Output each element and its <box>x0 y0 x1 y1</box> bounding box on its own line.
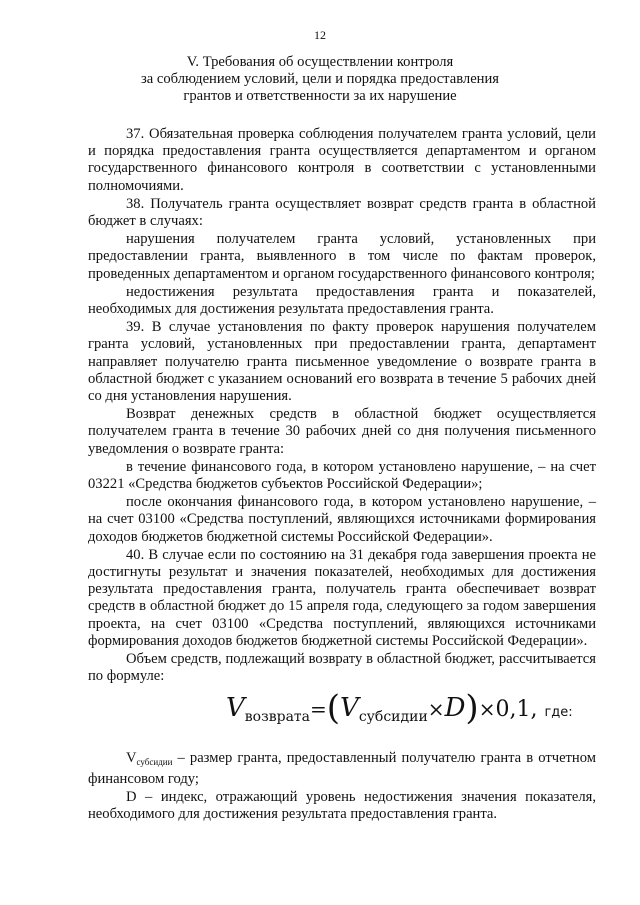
paragraph-38-case-2: недостижения результата предоставления гранта и показателей, необходимых для достижения результата предоставления гранта. <box>88 283 596 318</box>
definition-subscript: субсидии <box>136 756 173 767</box>
paragraph-40-formula-intro: Объем средств, подлежащий возврату в областной бюджет, рассчитывается по формуле: <box>88 651 596 685</box>
paragraph-39-refund: Возврат денежных средств в областной бюджет осуществляется получателем гранта в течение 30 рабочих дней со дня получения письменного уведомления о возврате гранта: <box>88 406 596 457</box>
formula-equals: = <box>310 696 327 721</box>
formula-sub-subsidy: субсидии <box>358 708 428 725</box>
document-body <box>88 126 596 824</box>
paragraph-39-account-1: в течение финансового года, в котором установлено нарушение, – на счет 03221 «Средства бюджетов субъектов Российской Федерации»; <box>88 458 596 493</box>
paragraph-40: 40. В случае если по состоянию на 31 декабря года завершения проекта не достигнуты результат и значения показателей, необходимых для достижения результата предоставления гранта, получатель гранта обеспечивает возврат средств в областной бюджет до 15 апреля года, следующего за годом завершения проекта, на счет 03100 «Средства поступлений, являющихся источниками формирования доходов бюджетов бюджетной системы Российской Федерации». <box>88 546 596 649</box>
definition-symbol: V <box>126 749 137 766</box>
formula-d: D <box>444 692 466 723</box>
formula-times-1: × <box>427 696 445 721</box>
formula-expression <box>226 687 573 728</box>
paragraph-39-account-2: после окончания финансового года, в котором установлено нарушение, – на счет 03100 «Средства поступлений, являющихся источниками формирования доходов бюджетов бюджетной системы Российской Федерации». <box>88 494 596 545</box>
heading-line: грантов и ответственности за их нарушение <box>183 88 457 104</box>
formula-where: где: <box>544 704 573 720</box>
heading-line: V. Требования об осуществлении контроля <box>186 54 454 70</box>
refund-formula <box>88 687 596 738</box>
definition-v-subsidy <box>88 750 596 788</box>
heading-line: за соблюдением условий, цели и порядка предоставления <box>140 71 500 87</box>
formula-comma: , <box>530 696 538 722</box>
paragraph-38: 38. Получатель гранта осуществляет возврат средств гранта в областной бюджет в случаях: <box>88 195 596 230</box>
formula-coefficient: 0,1 <box>495 696 531 722</box>
paragraph-37: 37. Обязательная проверка соблюдения получателем гранта условий, цели и порядка предоставления гранта осуществляется департаментом и органом государственного финансового контроля в соответствии с установленными полномочиями. <box>88 126 596 194</box>
formula-sub-return: возврата <box>244 708 311 725</box>
formula-v-return: V <box>226 692 245 723</box>
section-heading <box>60 54 580 105</box>
paragraph-38-case-1: нарушения получателем гранта условий, установленных при предоставлении гранта, выявленного в том числе по фактам проверок, проведенных департаментом и органом государственного финансового контроля; <box>88 231 596 282</box>
definition-symbol: D <box>126 788 137 805</box>
definition-text: – размер гранта, предоставленный получателю гранта в отчетном финансовом году; <box>88 749 596 787</box>
formula-left-paren: ( <box>326 687 341 728</box>
formula-times-2: × <box>478 696 496 721</box>
formula-right-paren: ) <box>465 687 479 728</box>
page-number: 12 <box>314 28 326 42</box>
definition-d <box>88 789 596 823</box>
formula-v-subsidy: V <box>340 692 359 723</box>
paragraph-39: 39. В случае установления по факту проверок нарушения получателем гранта условий, установленных при предоставлении гранта, департамент направляет получателю гранта письменное уведомление о возврате гранта в областной бюджет с указанием оснований его возврата в течение 5 рабочих дней со дня установления нарушения. <box>88 319 596 405</box>
definition-text: – индекс, отражающий уровень недостижения значения показателя, необходимого для достижения результата предоставления гранта. <box>88 788 596 823</box>
